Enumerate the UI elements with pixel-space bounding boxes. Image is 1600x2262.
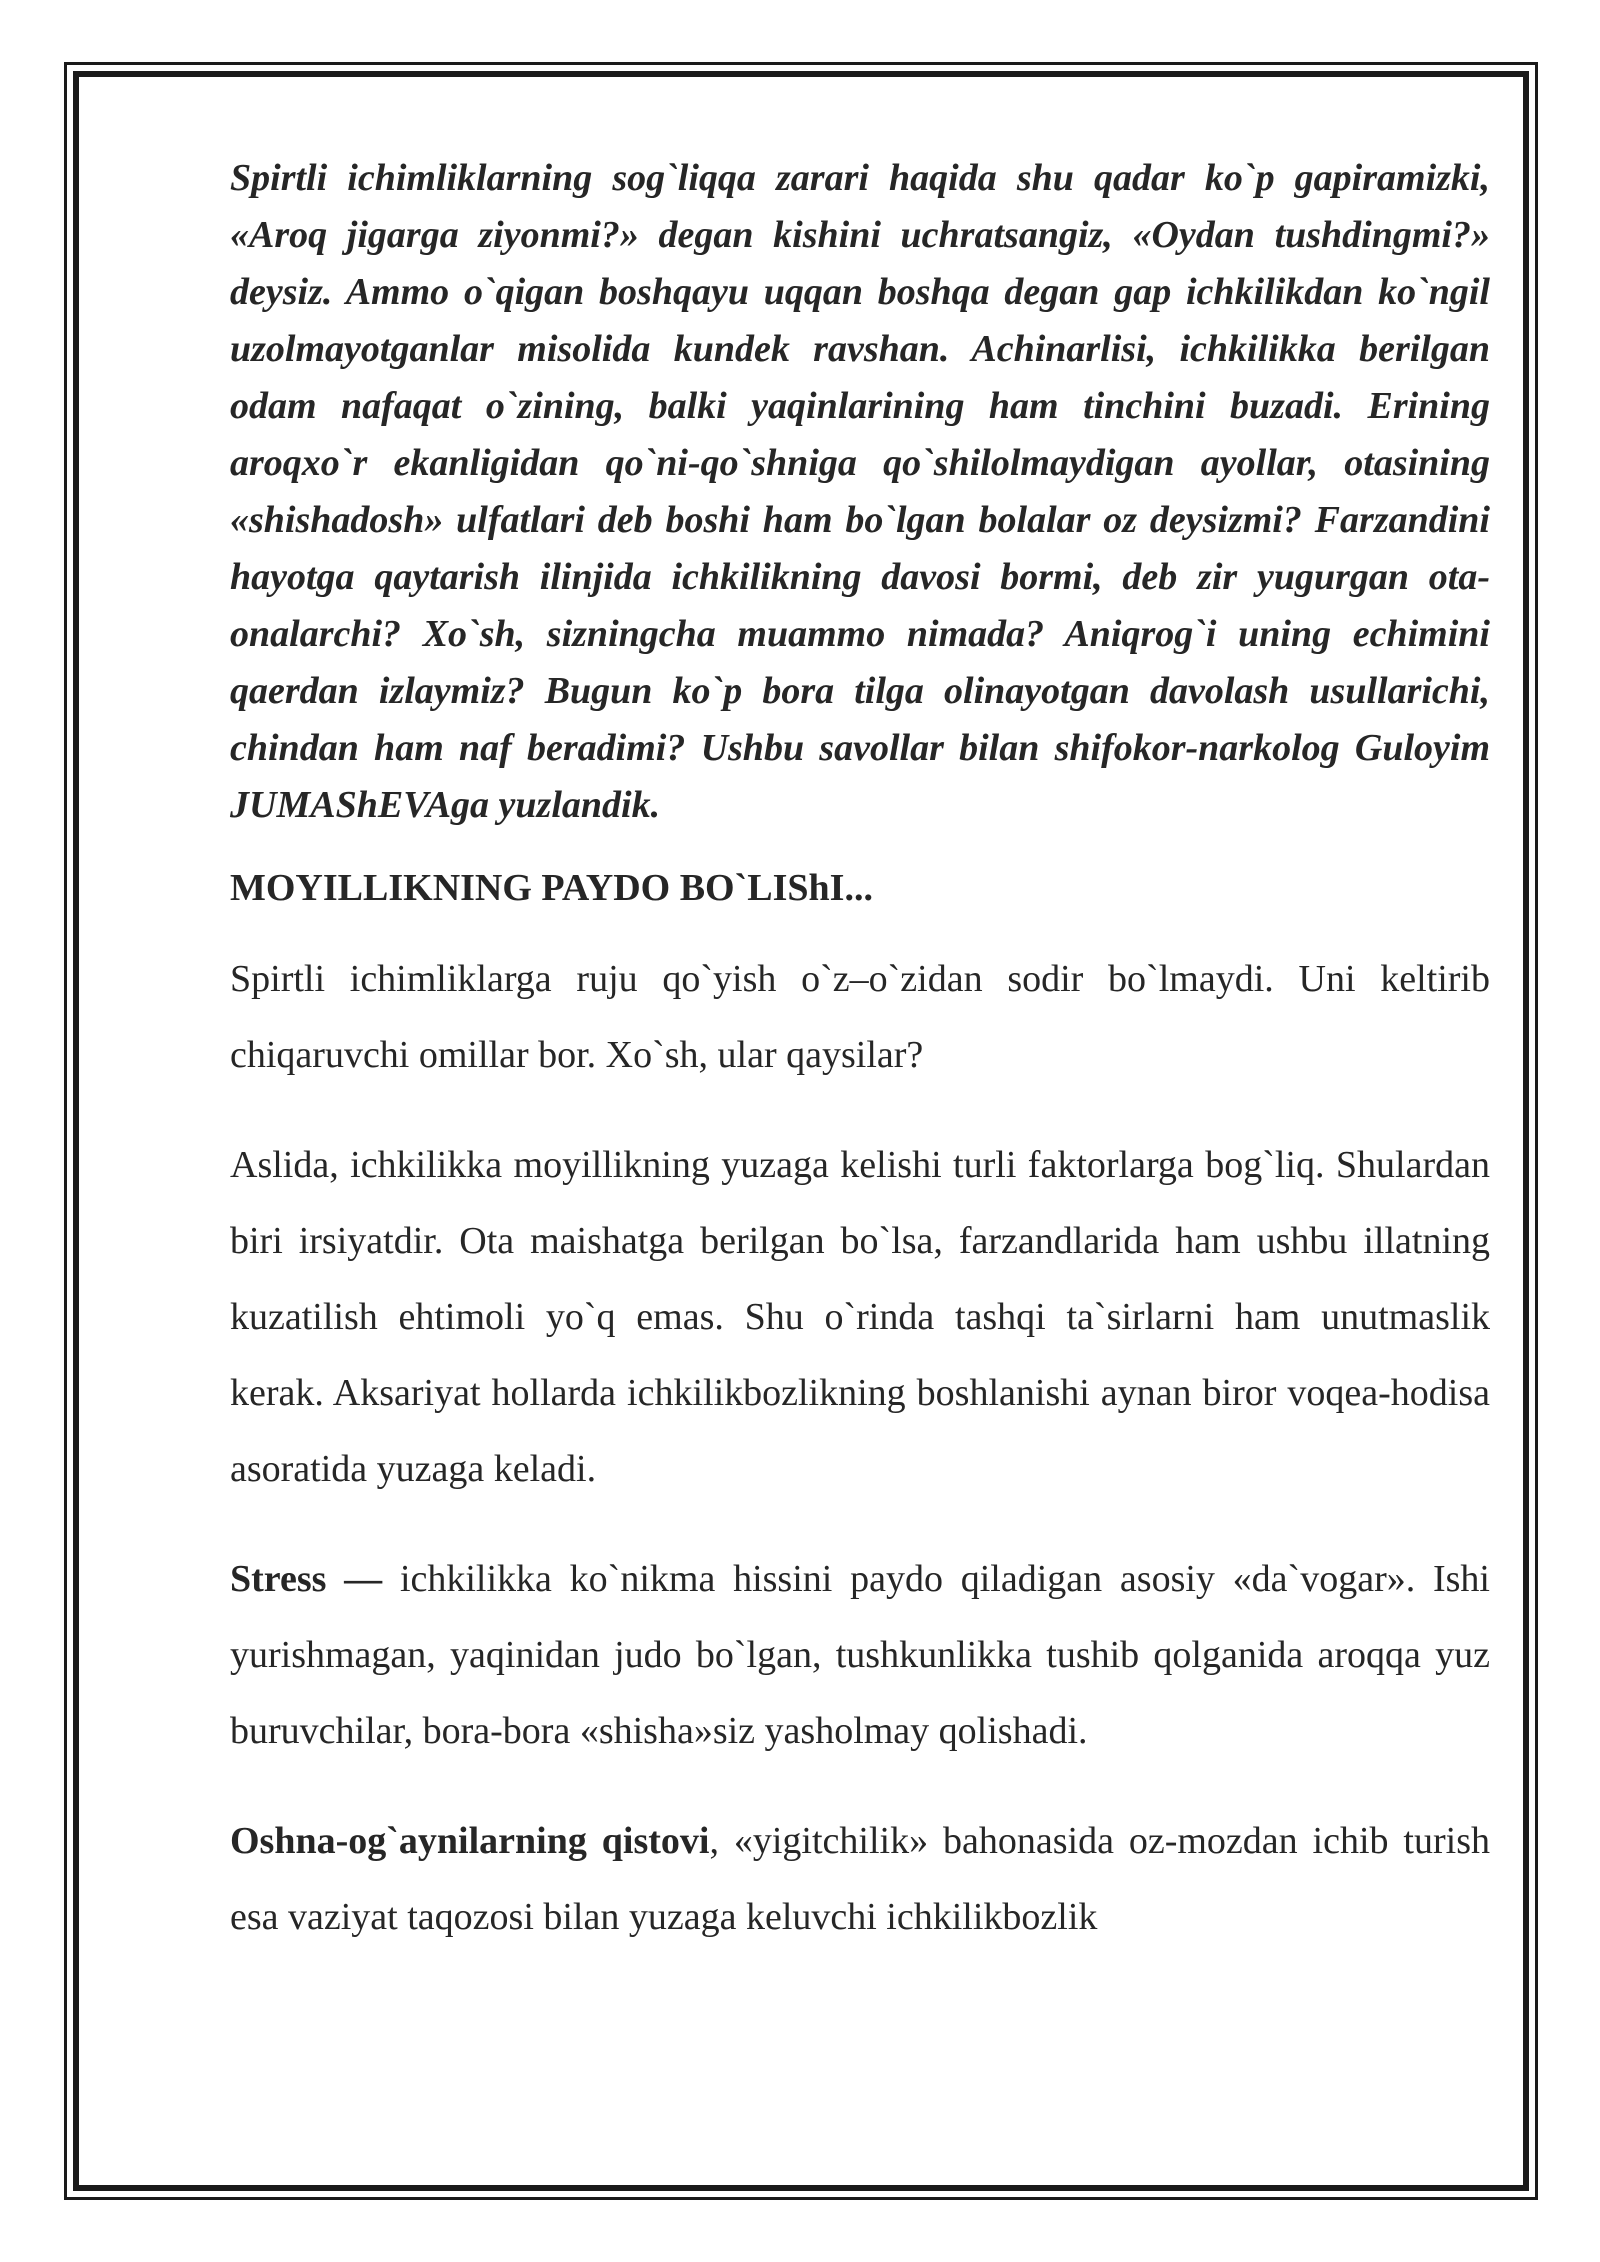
paragraph-4-lead: Oshna-og`aynilarning qistovi — [230, 1820, 710, 1862]
paragraph-4-text: , «yigitchilik» bahonasida oz-mozdan ichib turish esa vaziyat taqozosi bilan yuzaga keluvchi ichkilikbozlik — [230, 1820, 1490, 1938]
intro-paragraph: Spirtli ichimliklarning sog`liqqa zarari haqida shu qadar ko`p gapiramizki, «Aroq jigarga ziyonmi?» degan kishini uchratsangiz, «Oydan tushdingmi?» deysiz. Ammo o`qigan boshqayu uqqan boshqa degan gap ichkilikdan ko`ngil uzolmayotganlar misolida kundek ravshan. Achinarlisi, ichkilikka berilgan odam nafaqat o`zining, balki yaqinlarining ham tinchini buzadi. Erining aroqxo`r ekanligidan qo`ni-qo`shniga qo`shilolmaydigan ayollar, otasining «shishadosh» ulfatlari deb boshi ham bo`lgan bolalar oz deysizmi? Farzandini hayotga qaytarish ilinjida ichkilikning davosi bormi, deb zir yugurgan ota-onalarchi? Xo`sh, sizningcha muammo nimada? Aniqrog`i uning echimini qaerdan izlaymiz? Bugun ko`p bora tilga olinayotgan davolash usullarichi, chindan ham naf beradimi? Ushbu savollar bilan shifokor-narkolog Guloyim JUMAShEVAga yuzlandik. — [230, 157, 1490, 826]
document-body — [230, 150, 1490, 1955]
paragraph-3-lead: Stress — — [230, 1558, 383, 1600]
body-paragraph-3 — [230, 1541, 1490, 1769]
body-paragraph-2: Aslida, ichkilikka moyillikning yuzaga kelishi turli faktorlarga bog`liq. Shulardan biri irsiyatdir. Ota maishatga berilgan bo`lsa, farzandlarida ham ushbu illatning kuzatilish ehtimoli yo`q emas. Shu o`rinda tashqi ta`sirlarni ham unutmaslik kerak. Aksariyat hollarda ichkilikbozlikning boshlanishi aynan biror voqea-hodisa asoratida yuzaga keladi. — [230, 1144, 1490, 1490]
paragraph-3-text: ichkilikka ko`nikma hissini paydo qiladigan asosiy «da`vogar». Ishi yurishmagan, yaqinidan judo bo`lgan, tushkunlikka tushib qolganida aroqqa yuz buruvchilar, bora-bora «shisha»siz yasholmay qolishadi. — [230, 1558, 1490, 1752]
body-paragraph-1: Spirtli ichimliklarga ruju qo`yish o`z–o`zidan sodir bo`lmaydi. Uni keltirib chiqaruvchi omillar bor. Xo`sh, ular qaysilar? — [230, 958, 1490, 1076]
section-heading: MOYILLIKNING PAYDO BO`LIShI... — [230, 867, 873, 909]
body-paragraph-4 — [230, 1803, 1490, 1955]
